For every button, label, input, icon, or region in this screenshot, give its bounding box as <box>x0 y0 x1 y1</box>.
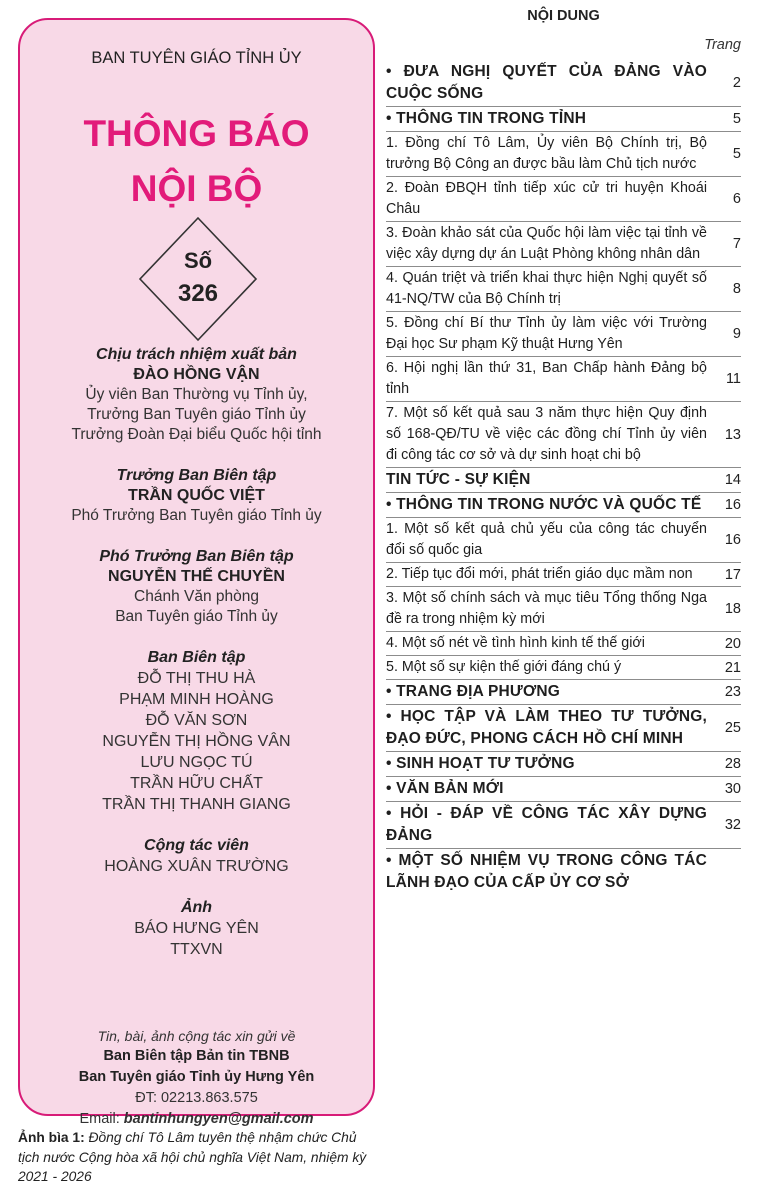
toc-entry-page: 28 <box>724 756 741 772</box>
credit-role: Ban Biên tập <box>147 649 246 666</box>
toc-entry-title: 5. Một số sự kiện thế giới đáng chú ý <box>386 659 622 675</box>
toc-entry-title: 6. Hội nghị lần thứ 31, Ban Chấp hành Đảng bộ tỉnh <box>386 360 707 397</box>
toc-entry-title: • HỎI - ĐÁP VỀ CÔNG TÁC XÂY DỰNG ĐẢNG <box>386 805 707 844</box>
editorial-board-block <box>20 648 373 815</box>
credit-role: Ảnh <box>180 899 213 916</box>
toc-entry[interactable] <box>386 402 741 468</box>
toc-entry-page: 25 <box>724 720 741 736</box>
toc-entry-title: 4. Quán triệt và triển khai thực hiện Nghị quyết số 41-NQ/TW của Bộ Chính trị <box>386 270 707 307</box>
board-member: LƯU NGỌC TÚ <box>140 754 253 771</box>
board-member: NGUYỄN THỊ HỒNG VÂN <box>102 733 291 750</box>
toc-entry[interactable] <box>386 60 741 107</box>
toc-entry-title: • VĂN BẢN MỚI <box>386 780 504 797</box>
toc-entry[interactable] <box>386 587 741 632</box>
credit-name: ĐÀO HỒNG VẬN <box>133 366 260 383</box>
toc-entry[interactable] <box>386 518 741 563</box>
toc-entry-title: • SINH HOẠT TƯ TƯỞNG <box>386 755 575 772</box>
toc-entry[interactable] <box>386 107 741 132</box>
email-label: Email: <box>79 1111 124 1127</box>
toc-entry-page: 20 <box>724 635 741 652</box>
toc-entry[interactable] <box>386 222 741 267</box>
credit-line: Ban Tuyên giáo Tỉnh ủy <box>115 608 278 625</box>
toc-entry-title: 2. Tiếp tục đổi mới, phát triển giáo dục mầm non <box>386 566 693 582</box>
toc-entry-page: 16 <box>724 532 741 548</box>
toc-entry[interactable] <box>386 752 741 777</box>
toc-entry[interactable] <box>386 777 741 802</box>
contact-recipient: Ban Biên tập Bản tin TBNB <box>103 1048 290 1064</box>
toc-entry-title: • ĐƯA NGHỊ QUYẾT CỦA ĐẢNG VÀO CUỘC SỐNG <box>386 63 707 102</box>
credit-role: Trưởng Ban Biên tập <box>116 467 277 484</box>
toc-entry-title: 1. Một số kết quả chủ yếu của công tác chuyển đổi số quốc gia <box>386 521 707 558</box>
publication-title-line1: THÔNG BÁO <box>83 113 310 154</box>
board-member: TRẦN HỮU CHẤT <box>130 775 263 792</box>
toc-entry-title: 3. Một số chính sách và mục tiêu Tổng thống Nga đề ra trong nhiệm kỳ mới <box>386 590 707 627</box>
cover-caption <box>18 1128 373 1187</box>
toc-entry-title: 2. Đoàn ĐBQH tỉnh tiếp xúc cử tri huyện Khoái Châu <box>386 180 707 217</box>
toc-entry-title: 5. Đồng chí Bí thư Tỉnh ủy làm việc với Trường Đại học Sư phạm Kỹ thuật Hưng Yên <box>386 315 707 352</box>
credit-name: NGUYỄN THẾ CHUYỀN <box>108 568 285 585</box>
credit-line: Trưởng Ban Tuyên giáo Tỉnh ủy <box>87 406 306 423</box>
credit-line: Trưởng Đoàn Đại biểu Quốc hội tỉnh <box>71 426 322 443</box>
toc-entry-page: 8 <box>732 281 741 297</box>
issue-badge <box>138 216 258 342</box>
toc-entry[interactable] <box>386 132 741 177</box>
toc-heading: NỘI DUNG <box>527 8 600 24</box>
issue-label: Số <box>183 248 213 273</box>
toc-entry[interactable] <box>386 705 741 752</box>
contributors-block <box>20 836 373 877</box>
toc-entry[interactable] <box>386 656 741 680</box>
toc-entry-title: TIN TỨC - SỰ KIỆN <box>386 471 531 488</box>
toc-entry-page: 11 <box>725 371 741 387</box>
toc-entry[interactable] <box>386 468 741 493</box>
toc-entry-title: 7. Một số kết quả sau 3 năm thực hiện Quy định số 168-QĐ/TU về việc các đồng chí Tỉnh ủy viên đi công tác cơ sở và dự sinh hoạt chi bộ <box>386 405 707 463</box>
toc-entry-page: 7 <box>732 236 741 252</box>
contact-phone: ĐT: 02213.863.575 <box>135 1090 258 1106</box>
toc-entry-page: 13 <box>724 426 741 443</box>
toc-entry-page: 16 <box>724 497 741 513</box>
caption-text: Đồng chí Tô Lâm tuyên thệ nhậm chức Chủ tịch nước Cộng hòa xã hội chủ nghĩa Việt Nam, nhiệm kỳ 2021 - 2026 <box>18 1130 367 1184</box>
toc-entry[interactable] <box>386 563 741 587</box>
toc-entry-page: 2 <box>732 75 741 91</box>
toc-entry-page: 23 <box>724 684 741 700</box>
diamond-frame-icon <box>138 216 258 342</box>
toc-entry-page: 9 <box>732 326 741 342</box>
credit-line: Ủy viên Ban Thường vụ Tỉnh ủy, <box>85 386 308 403</box>
toc-entry[interactable] <box>386 632 741 656</box>
toc-entry-page: 18 <box>724 601 741 617</box>
credit-line: Phó Trưởng Ban Tuyên giáo Tỉnh ủy <box>71 507 322 524</box>
page-column-label: Trang <box>704 37 741 53</box>
issuer: BAN TUYÊN GIÁO TỈNH ỦY <box>91 49 302 67</box>
credit-role: Phó Trưởng Ban Biên tập <box>99 548 294 565</box>
toc-entry-page: 30 <box>724 781 741 797</box>
toc-entry-title: 3. Đoàn khảo sát của Quốc hội làm việc tại tỉnh về việc xây dựng dự án Luật Phòng không nhân dân <box>386 225 707 262</box>
publisher-block <box>20 345 373 445</box>
toc-entry[interactable] <box>386 849 741 895</box>
toc-entry[interactable] <box>386 802 741 849</box>
board-member: ĐỖ THỊ THU HÀ <box>137 670 256 687</box>
masthead-panel <box>18 18 375 1127</box>
contributor: HOÀNG XUÂN TRƯỜNG <box>104 858 289 875</box>
toc-entry-title: • TRANG ĐỊA PHƯƠNG <box>386 683 561 700</box>
toc-entry-page: 5 <box>732 111 741 127</box>
publication-title-line2: NỘI BỘ <box>130 168 263 209</box>
toc-list <box>386 60 741 895</box>
email-link[interactable]: bantinhungyen@gmail.com <box>123 1111 314 1127</box>
contact-intro: Tin, bài, ảnh cộng tác xin gửi về <box>97 1028 296 1044</box>
board-member: PHẠM MINH HOÀNG <box>119 691 274 708</box>
board-member: ĐỖ VĂN SƠN <box>145 712 248 729</box>
board-member: TRẦN THỊ THANH GIANG <box>102 796 291 813</box>
toc-entry-title: • THÔNG TIN TRONG NƯỚC VÀ QUỐC TẾ <box>386 496 702 513</box>
credit-role: Cộng tác viên <box>144 837 249 854</box>
toc-entry-title: • THÔNG TIN TRONG TỈNH <box>386 110 587 127</box>
credit-name: TRẦN QUỐC VIỆT <box>128 487 265 504</box>
toc-entry-title: 4. Một số nét về tình hình kinh tế thế giới <box>386 635 645 651</box>
chief-editor-block <box>20 466 373 526</box>
toc-entry[interactable] <box>386 493 741 518</box>
toc-entry-page: 5 <box>732 146 741 162</box>
toc-entry-page: 6 <box>732 191 741 207</box>
credit-role: Chịu trách nhiệm xuất bản <box>96 346 297 363</box>
toc-entry-title: 1. Đồng chí Tô Lâm, Ủy viên Bộ Chính trị, Bộ trưởng Bộ Công an được bầu làm Chủ tịch nước <box>386 135 707 172</box>
toc-entry[interactable] <box>386 357 741 402</box>
caption-label: Ảnh bìa 1: <box>18 1130 85 1145</box>
photos-block <box>20 898 373 960</box>
toc-entry[interactable] <box>386 177 741 222</box>
photo-source: BÁO HƯNG YÊN <box>134 920 259 937</box>
toc-entry-page: 14 <box>724 472 741 488</box>
photo-source: TTXVN <box>170 941 223 958</box>
toc-entry-page: 17 <box>724 566 741 583</box>
toc-entry[interactable] <box>386 312 741 357</box>
credits <box>20 345 373 981</box>
contact-email-row <box>20 1109 373 1130</box>
toc-entry[interactable] <box>386 267 741 312</box>
toc-entry-title: • MỘT SỐ NHIỆM VỤ TRONG CÔNG TÁC LÃNH ĐẠO CỦA CẤP ỦY CƠ SỞ <box>386 852 707 891</box>
toc-entry-page: 32 <box>724 817 741 833</box>
issue-number: 326 <box>177 280 219 307</box>
toc-entry-title: • HỌC TẬP VÀ LÀM THEO TƯ TƯỞNG, ĐẠO ĐỨC, PHONG CÁCH HỒ CHÍ MINH <box>386 708 707 747</box>
deputy-editor-block <box>20 547 373 627</box>
credit-line: Chánh Văn phòng <box>134 588 259 605</box>
contact-recipient: Ban Tuyên giáo Tỉnh ủy Hưng Yên <box>78 1069 315 1085</box>
contact-block <box>20 1026 373 1130</box>
toc-entry[interactable] <box>386 680 741 705</box>
toc-entry-page: 21 <box>724 659 741 676</box>
